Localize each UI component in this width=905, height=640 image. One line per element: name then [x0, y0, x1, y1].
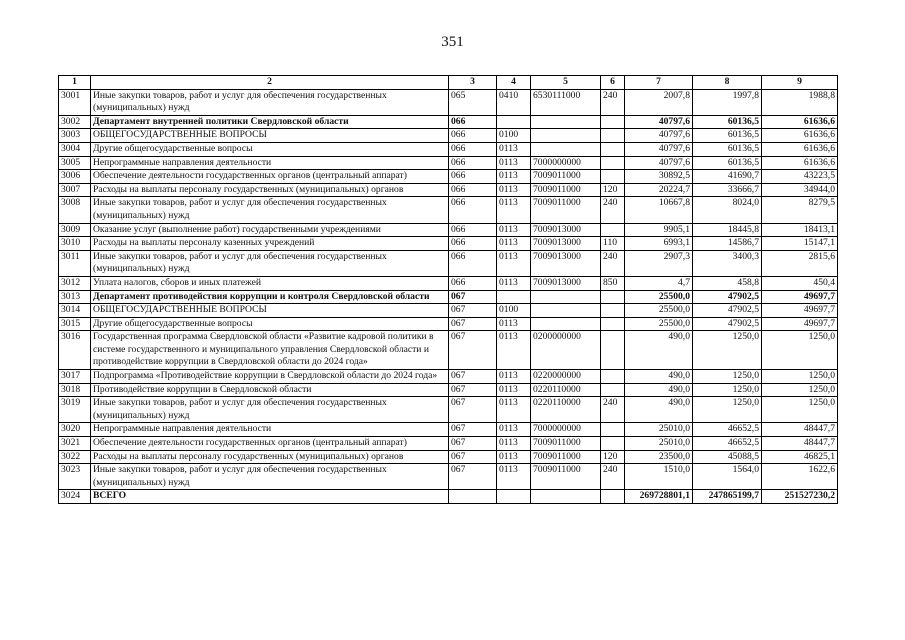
row-name: Департамент внутренней политики Свердловской области: [91, 115, 449, 129]
code-expense-type: [601, 383, 625, 397]
code-section: 0410: [497, 89, 531, 115]
code-section: 0113: [497, 383, 531, 397]
code-ministry: 066: [449, 129, 497, 143]
page-number: 351: [441, 34, 464, 50]
code-expense-type: [601, 423, 625, 437]
amount-year-1: 40797,6: [625, 115, 693, 129]
code-target: 7009011000: [531, 450, 601, 464]
code-expense-type: [601, 223, 625, 237]
table-row: [59, 383, 838, 397]
amount-year-3: 61636,6: [762, 115, 838, 129]
amount-year-1: 40797,6: [625, 129, 693, 143]
amount-year-1: 9905,1: [625, 223, 693, 237]
row-name: ОБЩЕГОСУДАРСТВЕННЫЕ ВОПРОСЫ: [91, 304, 449, 318]
code-target: [531, 129, 601, 143]
amount-year-1: 2907,3: [625, 250, 693, 276]
table-row: [59, 450, 838, 464]
code-target: 0200000000: [531, 331, 601, 370]
table-row: [59, 276, 838, 290]
code-expense-type: 240: [601, 250, 625, 276]
code-target: 7000000000: [531, 156, 601, 170]
row-name: Другие общегосударственные вопросы: [91, 317, 449, 331]
code-section: 0113: [497, 250, 531, 276]
amount-year-2: 41690,7: [693, 170, 762, 184]
code-expense-type: [601, 370, 625, 384]
row-number: 3014: [59, 304, 91, 318]
table-row: [59, 129, 838, 143]
code-target: 7000000000: [531, 423, 601, 437]
amount-year-2: 1250,0: [693, 331, 762, 370]
table-body: [59, 89, 838, 503]
amount-year-3: 18413,1: [762, 223, 838, 237]
amount-year-1: 490,0: [625, 397, 693, 423]
amount-year-2: 14586,7: [693, 237, 762, 251]
code-target: [531, 290, 601, 304]
code-ministry: 067: [449, 423, 497, 437]
code-ministry: 066: [449, 223, 497, 237]
row-name: Непрограммные направления деятельности: [91, 423, 449, 437]
row-name: Обеспечение деятельности государственных органов (центральный аппарат): [91, 170, 449, 184]
amount-year-3: 43223,5: [762, 170, 838, 184]
code-ministry: 067: [449, 464, 497, 490]
row-number: 3016: [59, 331, 91, 370]
code-ministry: 067: [449, 304, 497, 318]
amount-year-1: 40797,6: [625, 142, 693, 156]
code-section: 0113: [497, 437, 531, 451]
code-target: 7009011000: [531, 437, 601, 451]
row-name: Иные закупки товаров, работ и услуг для обеспечения государственных (муниципальных) нужд: [91, 397, 449, 423]
code-ministry: 066: [449, 276, 497, 290]
code-target: [531, 490, 601, 504]
amount-year-3: 1622,6: [762, 464, 838, 490]
amount-year-1: 490,0: [625, 383, 693, 397]
code-ministry: 067: [449, 370, 497, 384]
code-section: 0113: [497, 142, 531, 156]
code-expense-type: 240: [601, 89, 625, 115]
code-section: 0113: [497, 156, 531, 170]
table-row: [59, 170, 838, 184]
code-section: 0113: [497, 331, 531, 370]
code-ministry: 066: [449, 115, 497, 129]
row-name: ВСЕГО: [91, 490, 449, 504]
table-row: [59, 490, 838, 504]
code-expense-type: [601, 156, 625, 170]
code-expense-type: 120: [601, 450, 625, 464]
code-section: 0113: [497, 276, 531, 290]
code-target: 7009011000: [531, 464, 601, 490]
row-number: 3013: [59, 290, 91, 304]
code-ministry: 067: [449, 383, 497, 397]
code-target: [531, 142, 601, 156]
code-section: 0100: [497, 304, 531, 318]
row-number: 3022: [59, 450, 91, 464]
row-number: 3021: [59, 437, 91, 451]
table-row: [59, 156, 838, 170]
row-name: Государственная программа Свердловской области «Развитие кадровой политики в системе государственного и муниципального управления Свердловской области и противодействие коррупции в Свердловской области до 2024 года»: [91, 331, 449, 370]
amount-year-3: 48447,7: [762, 423, 838, 437]
amount-year-1: 25500,0: [625, 290, 693, 304]
code-section: [497, 115, 531, 129]
code-section: 0113: [497, 464, 531, 490]
code-target: [531, 304, 601, 318]
header-cell: 3: [449, 76, 497, 90]
code-section: 0113: [497, 170, 531, 184]
amount-year-1: 6993,1: [625, 237, 693, 251]
code-ministry: 067: [449, 331, 497, 370]
amount-year-2: 60136,5: [693, 142, 762, 156]
code-ministry: 067: [449, 397, 497, 423]
header-row: [59, 76, 838, 90]
amount-year-1: 490,0: [625, 331, 693, 370]
row-name: Департамент противодействия коррупции и контроля Свердловской области: [91, 290, 449, 304]
amount-year-2: 1250,0: [693, 397, 762, 423]
header-cell: 2: [91, 76, 449, 90]
code-expense-type: 850: [601, 276, 625, 290]
row-name: Оказание услуг (выполнение работ) государственными учреждениями: [91, 223, 449, 237]
code-section: 0113: [497, 237, 531, 251]
code-ministry: 066: [449, 197, 497, 223]
code-target: 7009011000: [531, 183, 601, 197]
amount-year-2: 3400,3: [693, 250, 762, 276]
code-ministry: 067: [449, 437, 497, 451]
amount-year-3: 49697,7: [762, 304, 838, 318]
row-number: 3020: [59, 423, 91, 437]
code-section: 0113: [497, 450, 531, 464]
amount-year-3: 34944,0: [762, 183, 838, 197]
code-expense-type: 110: [601, 237, 625, 251]
row-number: 3005: [59, 156, 91, 170]
code-expense-type: [601, 129, 625, 143]
amount-year-2: 8024,0: [693, 197, 762, 223]
table-row: [59, 115, 838, 129]
amount-year-2: 60136,5: [693, 156, 762, 170]
amount-year-3: 46825,1: [762, 450, 838, 464]
amount-year-3: 15147,1: [762, 237, 838, 251]
code-expense-type: [601, 170, 625, 184]
row-name: Расходы на выплаты персоналу государственных (муниципальных) органов: [91, 450, 449, 464]
row-number: 3018: [59, 383, 91, 397]
amount-year-3: 48447,7: [762, 437, 838, 451]
amount-year-3: 49697,7: [762, 317, 838, 331]
amount-year-2: 33666,7: [693, 183, 762, 197]
code-expense-type: [601, 490, 625, 504]
code-section: 0113: [497, 183, 531, 197]
code-target: 7009013000: [531, 276, 601, 290]
code-ministry: 067: [449, 450, 497, 464]
amount-year-2: 18445,8: [693, 223, 762, 237]
amount-year-2: 60136,5: [693, 129, 762, 143]
row-number: 3011: [59, 250, 91, 276]
row-number: 3024: [59, 490, 91, 504]
row-number: 3001: [59, 89, 91, 115]
row-number: 3004: [59, 142, 91, 156]
table-row: [59, 437, 838, 451]
amount-year-3: 1250,0: [762, 383, 838, 397]
amount-year-3: 1988,8: [762, 89, 838, 115]
amount-year-3: 251527230,2: [762, 490, 838, 504]
table-row: [59, 370, 838, 384]
row-name: Иные закупки товаров, работ и услуг для обеспечения государственных (муниципальных) нужд: [91, 197, 449, 223]
code-section: 0113: [497, 370, 531, 384]
table-row: [59, 197, 838, 223]
amount-year-1: 10667,8: [625, 197, 693, 223]
amount-year-2: 46652,5: [693, 437, 762, 451]
amount-year-3: 1250,0: [762, 397, 838, 423]
row-number: 3012: [59, 276, 91, 290]
amount-year-3: 49697,7: [762, 290, 838, 304]
amount-year-1: 25500,0: [625, 317, 693, 331]
row-name: Расходы на выплаты персоналу государственных (муниципальных) органов: [91, 183, 449, 197]
amount-year-2: 247865199,7: [693, 490, 762, 504]
code-ministry: 067: [449, 290, 497, 304]
code-target: 0220110000: [531, 383, 601, 397]
table-row: [59, 142, 838, 156]
code-target: 7009011000: [531, 197, 601, 223]
amount-year-1: 25500,0: [625, 304, 693, 318]
amount-year-1: 2007,8: [625, 89, 693, 115]
row-number: 3019: [59, 397, 91, 423]
code-target: 0220110000: [531, 397, 601, 423]
code-target: 0220000000: [531, 370, 601, 384]
code-ministry: [449, 490, 497, 504]
amount-year-3: 61636,6: [762, 129, 838, 143]
table-row: [59, 331, 838, 370]
amount-year-3: 61636,6: [762, 142, 838, 156]
row-name: Другие общегосударственные вопросы: [91, 142, 449, 156]
amount-year-2: 47902,5: [693, 290, 762, 304]
code-expense-type: 120: [601, 183, 625, 197]
code-expense-type: [601, 115, 625, 129]
amount-year-2: 1564,0: [693, 464, 762, 490]
amount-year-1: 40797,6: [625, 156, 693, 170]
code-expense-type: 240: [601, 197, 625, 223]
row-number: 3006: [59, 170, 91, 184]
code-ministry: 066: [449, 237, 497, 251]
code-ministry: 066: [449, 156, 497, 170]
code-section: 0113: [497, 223, 531, 237]
code-target: 7009013000: [531, 250, 601, 276]
row-number: 3009: [59, 223, 91, 237]
row-name: Иные закупки товаров, работ и услуг для обеспечения государственных (муниципальных) нужд: [91, 464, 449, 490]
code-ministry: 065: [449, 89, 497, 115]
code-target: [531, 115, 601, 129]
amount-year-3: 450,4: [762, 276, 838, 290]
code-section: 0113: [497, 397, 531, 423]
amount-year-2: 60136,5: [693, 115, 762, 129]
row-number: 3007: [59, 183, 91, 197]
amount-year-3: 8279,5: [762, 197, 838, 223]
amount-year-1: 25010,0: [625, 423, 693, 437]
amount-year-3: 2815,6: [762, 250, 838, 276]
row-name: Подпрограмма «Противодействие коррупции в Свердловской области до 2024 года»: [91, 370, 449, 384]
code-ministry: 066: [449, 250, 497, 276]
header-cell: 4: [497, 76, 531, 90]
table-row: [59, 223, 838, 237]
row-name: Расходы на выплаты персоналу казенных учреждений: [91, 237, 449, 251]
code-target: 7009013000: [531, 223, 601, 237]
code-ministry: 067: [449, 317, 497, 331]
header-cell: 9: [762, 76, 838, 90]
code-section: 0100: [497, 129, 531, 143]
table-row: [59, 304, 838, 318]
row-number: 3002: [59, 115, 91, 129]
code-section: [497, 490, 531, 504]
table-row: [59, 464, 838, 490]
amount-year-1: 25010,0: [625, 437, 693, 451]
amount-year-2: 47902,5: [693, 317, 762, 331]
amount-year-1: 20224,7: [625, 183, 693, 197]
table-row: [59, 423, 838, 437]
amount-year-2: 45088,5: [693, 450, 762, 464]
row-number: 3015: [59, 317, 91, 331]
code-expense-type: [601, 304, 625, 318]
code-expense-type: [601, 437, 625, 451]
code-expense-type: [601, 317, 625, 331]
table-row: [59, 237, 838, 251]
amount-year-2: 1250,0: [693, 370, 762, 384]
code-expense-type: [601, 142, 625, 156]
code-section: 0113: [497, 423, 531, 437]
row-name: ОБЩЕГОСУДАРСТВЕННЫЕ ВОПРОСЫ: [91, 129, 449, 143]
code-expense-type: [601, 290, 625, 304]
header-cell: 7: [625, 76, 693, 90]
amount-year-2: 47902,5: [693, 304, 762, 318]
code-target: [531, 317, 601, 331]
table-row: [59, 89, 838, 115]
amount-year-3: 1250,0: [762, 331, 838, 370]
header-cell: 1: [59, 76, 91, 90]
code-target: 7009013000: [531, 237, 601, 251]
row-name: Иные закупки товаров, работ и услуг для обеспечения государственных (муниципальных) нужд: [91, 250, 449, 276]
table-row: [59, 290, 838, 304]
code-section: [497, 290, 531, 304]
code-expense-type: 240: [601, 397, 625, 423]
code-target: 6530111000: [531, 89, 601, 115]
amount-year-2: 46652,5: [693, 423, 762, 437]
code-ministry: 066: [449, 183, 497, 197]
amount-year-2: 1997,8: [693, 89, 762, 115]
row-name: Обеспечение деятельности государственных органов (центральный аппарат): [91, 437, 449, 451]
amount-year-1: 269728801,1: [625, 490, 693, 504]
amount-year-1: 30892,5: [625, 170, 693, 184]
header-cell: 8: [693, 76, 762, 90]
row-number: 3010: [59, 237, 91, 251]
amount-year-3: 1250,0: [762, 370, 838, 384]
table-row: [59, 183, 838, 197]
budget-table: [58, 75, 838, 504]
row-name: Противодействие коррупции в Свердловской области: [91, 383, 449, 397]
row-number: 3003: [59, 129, 91, 143]
amount-year-1: 490,0: [625, 370, 693, 384]
amount-year-3: 61636,6: [762, 156, 838, 170]
row-name: Иные закупки товаров, работ и услуг для обеспечения государственных (муниципальных) нужд: [91, 89, 449, 115]
amount-year-1: 1510,0: [625, 464, 693, 490]
amount-year-2: 1250,0: [693, 383, 762, 397]
row-number: 3008: [59, 197, 91, 223]
code-section: 0113: [497, 317, 531, 331]
row-name: Непрограммные направления деятельности: [91, 156, 449, 170]
table-row: [59, 317, 838, 331]
code-target: 7009011000: [531, 170, 601, 184]
row-number: 3023: [59, 464, 91, 490]
code-expense-type: 240: [601, 464, 625, 490]
code-ministry: 066: [449, 142, 497, 156]
code-expense-type: [601, 331, 625, 370]
code-section: 0113: [497, 197, 531, 223]
amount-year-2: 458,8: [693, 276, 762, 290]
table-row: [59, 397, 838, 423]
amount-year-1: 4,7: [625, 276, 693, 290]
amount-year-1: 23500,0: [625, 450, 693, 464]
table-row: [59, 250, 838, 276]
code-ministry: 066: [449, 170, 497, 184]
header-cell: 5: [531, 76, 601, 90]
header-cell: 6: [601, 76, 625, 90]
row-number: 3017: [59, 370, 91, 384]
row-name: Уплата налогов, сборов и иных платежей: [91, 276, 449, 290]
